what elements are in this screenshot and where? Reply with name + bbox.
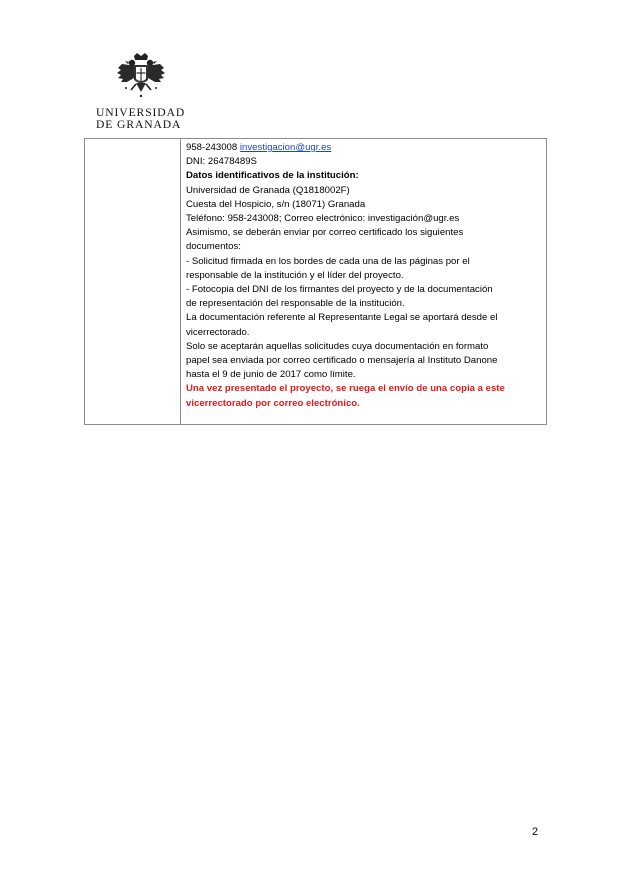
- legal-rep-line-1: La documentación referente al Representante Legal se aportará desde el: [186, 312, 498, 324]
- logo-line-1: UNIVERSIDAD: [96, 106, 186, 119]
- document-item-1-line-1: - Solicitud firmada en los bordes de cada una de las páginas por el: [186, 255, 470, 267]
- university-logo: [96, 52, 192, 134]
- double-headed-eagle-crest-icon: [114, 52, 168, 102]
- document-item-1-line-2: responsable de la institución y el líder del proyecto.: [186, 269, 404, 281]
- acceptance-line-3: hasta el 9 de junio de 2017 como límite.: [186, 369, 356, 381]
- institution-heading: Datos identificativos de la institución:: [186, 170, 359, 182]
- info-table: [84, 138, 547, 425]
- certified-mail-line-2: documentos:: [186, 241, 241, 253]
- certified-mail-line-1: Asimismo, se deberán enviar por correo certificado los siguientes: [186, 227, 464, 239]
- document-item-2-line-1: - Fotocopia del DNI de los firmantes del proyecto y de la documentación: [186, 284, 493, 296]
- dni-line: DNI: 26478489S: [186, 156, 257, 168]
- legal-rep-line-2: vicerrectorado.: [186, 326, 250, 338]
- institution-address: Cuesta del Hospicio, s/n (18071) Granada: [186, 198, 366, 210]
- document-item-2-line-2: de representación del responsable de la institución.: [186, 298, 405, 310]
- table-left-cell: [85, 139, 181, 425]
- email-link[interactable]: investigacion@ugr.es: [239, 142, 332, 153]
- logo-line-2: DE GRANADA: [96, 118, 182, 131]
- phone-number: 958-243008: [186, 142, 240, 153]
- institution-contact: Teléfono: 958-243008; Correo electrónico: investigación@ugr.es: [186, 213, 460, 225]
- table-right-cell: [181, 139, 547, 425]
- contact-line: [186, 141, 542, 155]
- acceptance-line-2: papel sea enviada por correo certificado o mensajería al Instituto Danone: [186, 355, 498, 367]
- notice-line-1: Una vez presentado el proyecto, se ruega el envío de una copia a este: [186, 383, 505, 395]
- table-row: [85, 139, 547, 425]
- notice-line-2: vicerrectorado por correo electrónico.: [186, 397, 360, 409]
- institution-name: Universidad de Granada (Q1818002F): [186, 184, 350, 196]
- page-number: 2: [532, 826, 539, 838]
- acceptance-line-1: Solo se aceptarán aquellas solicitudes cuya documentación en formato: [186, 340, 489, 352]
